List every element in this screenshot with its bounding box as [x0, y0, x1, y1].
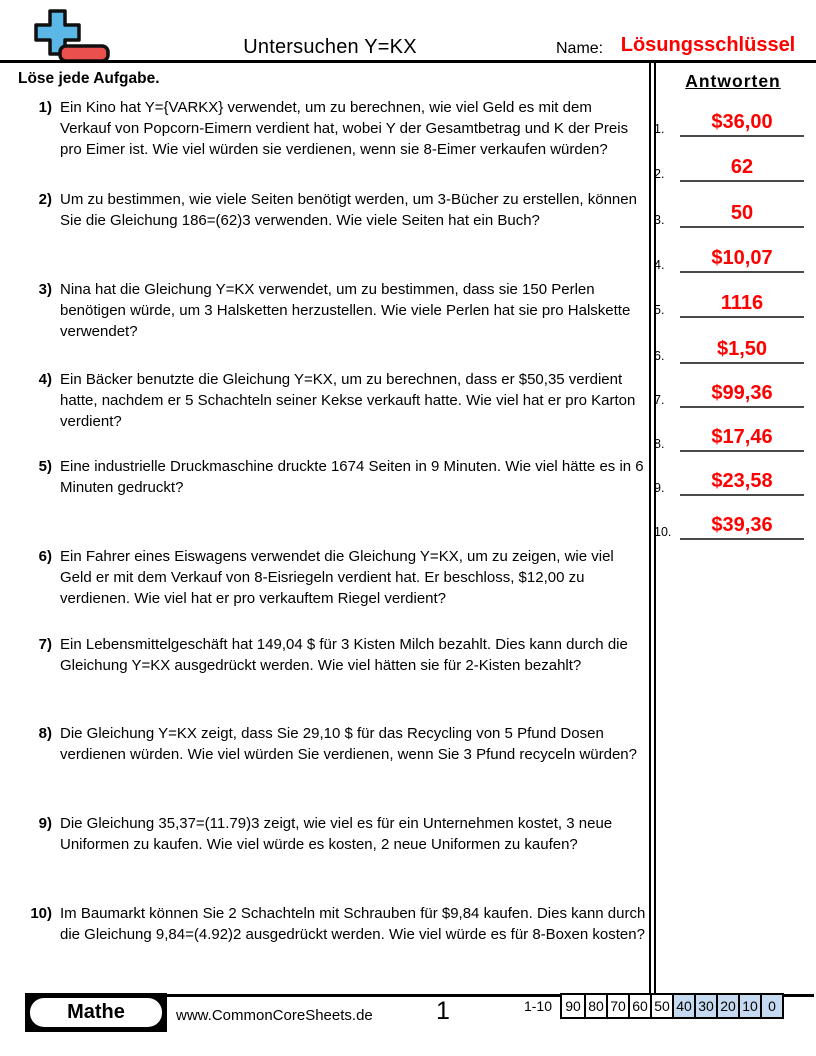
problem-text: Ein Bäcker benutzte die Gleichung Y=KX, um zu berechnen, dass er $50,35 verdient hatte, nachdem er 5 Schachteln seiner Kekse verkauft hatte. Wie viel hat er pro Karton verdient? — [60, 371, 636, 430]
answer-row-4 — [654, 245, 804, 273]
answer-number: 2. — [654, 167, 665, 181]
subject-badge — [25, 993, 167, 1032]
name-label: Name: — [556, 40, 604, 57]
problem-number: 8) — [38, 725, 52, 742]
header-divider — [0, 60, 816, 63]
answer-number: 8. — [654, 437, 665, 451]
score-cell: 40 — [672, 995, 694, 1017]
problem-number: 6) — [38, 548, 52, 565]
score-cell: 50 — [650, 995, 672, 1017]
problem-text: Eine industrielle Druckmaschine druckte 1674 Seiten in 9 Minuten. Wie viel hätte es in 6 Minuten gedruckt? — [60, 458, 644, 496]
problem-number: 2) — [38, 191, 52, 208]
answer-row-6 — [654, 336, 804, 364]
problem-number: 7) — [38, 636, 52, 653]
answer-value: $39,36 — [680, 514, 804, 540]
score-table — [560, 993, 784, 1019]
score-cell: 80 — [584, 995, 606, 1017]
answer-key-label: Lösungsschlüssel — [620, 34, 796, 56]
answer-row-8 — [654, 424, 804, 452]
score-cell: 10 — [738, 995, 760, 1017]
score-cell: 70 — [606, 995, 628, 1017]
problem-item-5 — [20, 456, 646, 498]
problem-text: Nina hat die Gleichung Y=KX verwendet, um zu bestimmen, dass sie 150 Perlen benötigen würde, um 3 Halsketten herzustellen. Wie viele Perlen hat sie pro Halskette verwendet? — [60, 281, 631, 340]
answer-row-1 — [654, 109, 804, 137]
answer-number: 4. — [654, 258, 665, 272]
answer-number: 5. — [654, 303, 665, 317]
problem-number: 10) — [30, 905, 52, 922]
answer-value: $17,46 — [680, 426, 804, 452]
problem-text: Die Gleichung 35,37=(11.79)3 zeigt, wie viel es für ein Unternehmen kostet, 3 neue Uniformen zu kaufen. Wie viel würde es kosten, 2 neue Uniformen zu kaufen? — [60, 815, 613, 853]
problem-text: Im Baumarkt können Sie 2 Schachteln mit Schrauben für $9,84 kaufen. Dies kann durch die Gleichung 9,84=(4.92)2 ausgedrückt werden. Wie viel würde es für 8-Boxen kosten? — [60, 905, 646, 943]
score-cell: 90 — [562, 995, 584, 1017]
problem-number: 5) — [38, 458, 52, 475]
problem-text: Ein Fahrer eines Eiswagens verwendet die Gleichung Y=KX, um zu zeigen, wie viel Geld er mit dem Verkauf von 8-Eisriegeln verdient hat. Er beschloss, $12,00 zu verdienen. Wie viel hat er pro verkauftem Riegel verdient? — [60, 548, 614, 607]
problem-item-10 — [20, 903, 646, 945]
answer-row-3 — [654, 200, 804, 228]
problem-item-7 — [20, 634, 646, 676]
problem-item-1 — [20, 97, 646, 160]
answer-number: 9. — [654, 481, 665, 495]
answer-number: 1. — [654, 122, 665, 136]
score-strip — [512, 993, 784, 1019]
problem-item-9 — [20, 813, 646, 855]
score-cell: 0 — [760, 995, 782, 1017]
page-title: Untersuchen Y=KX — [243, 36, 417, 58]
problem-text: Ein Lebensmittelgeschäft hat 149,04 $ für 3 Kisten Milch bezahlt. Dies kann durch die Gleichung Y=KX ausgedrückt werden. Wie viel hätten sie für 2-Kisten bezahlt? — [60, 636, 628, 674]
answer-value: 1116 — [680, 292, 804, 318]
answer-value: 50 — [680, 202, 804, 228]
problem-number: 9) — [38, 815, 52, 832]
answer-value: $1,50 — [680, 338, 804, 364]
problem-text: Ein Kino hat Y={VARKX} verwendet, um zu berechnen, wie viel Geld es mit dem Verkauf von Popcorn-Eimern verdient hat, wobei Y der Gesamtbetrag und K der Preis pro Eimer ist. Wie viel würden sie verdienen, wenn sie 8-Eimer verkaufen würden? — [60, 99, 629, 158]
score-cell: 60 — [628, 995, 650, 1017]
answer-row-5 — [654, 290, 804, 318]
answer-value: $36,00 — [680, 111, 804, 137]
answer-number: 7. — [654, 393, 665, 407]
problem-text: Die Gleichung Y=KX zeigt, dass Sie 29,10 $ für das Recycling von 5 Pfund Dosen verdienen würden. Wie viel würden Sie verdienen, wenn Sie 3 Pfund recyceln würden? — [60, 725, 637, 763]
problem-item-8 — [20, 723, 646, 765]
score-cell: 30 — [694, 995, 716, 1017]
score-range-label: 1-10 — [523, 998, 552, 1014]
answer-row-9 — [654, 468, 804, 496]
problem-item-4 — [20, 369, 646, 432]
problem-item-3 — [20, 279, 646, 342]
answer-row-10 — [654, 512, 804, 540]
answer-number: 10. — [654, 525, 672, 539]
answers-title: Antworten — [685, 71, 781, 91]
problem-number: 4) — [38, 371, 52, 388]
problem-number: 1) — [38, 99, 52, 116]
answer-value: 62 — [680, 156, 804, 182]
score-cell: 20 — [716, 995, 738, 1017]
answer-row-7 — [654, 380, 804, 408]
answer-number: 3. — [654, 213, 665, 227]
answer-number: 6. — [654, 349, 665, 363]
answer-value: $99,36 — [680, 382, 804, 408]
answer-row-2 — [654, 154, 804, 182]
problem-item-2 — [20, 189, 646, 231]
website-link[interactable]: www.CommonCoreSheets.de — [176, 1007, 373, 1024]
problem-text: Um zu bestimmen, wie viele Seiten benötigt werden, um 3-Bücher zu erstellen, können Sie die Gleichung 186=(62)3 verwenden. Wie viele Seiten hat ein Buch? — [60, 191, 637, 229]
instructions-text: Löse jede Aufgabe. — [18, 70, 160, 87]
answer-value: $23,58 — [680, 470, 804, 496]
subject-label: Mathe — [30, 998, 162, 1027]
problem-number: 3) — [38, 281, 52, 298]
problem-item-6 — [20, 546, 646, 609]
page-number: 1 — [436, 997, 450, 1025]
answer-value: $10,07 — [680, 247, 804, 273]
